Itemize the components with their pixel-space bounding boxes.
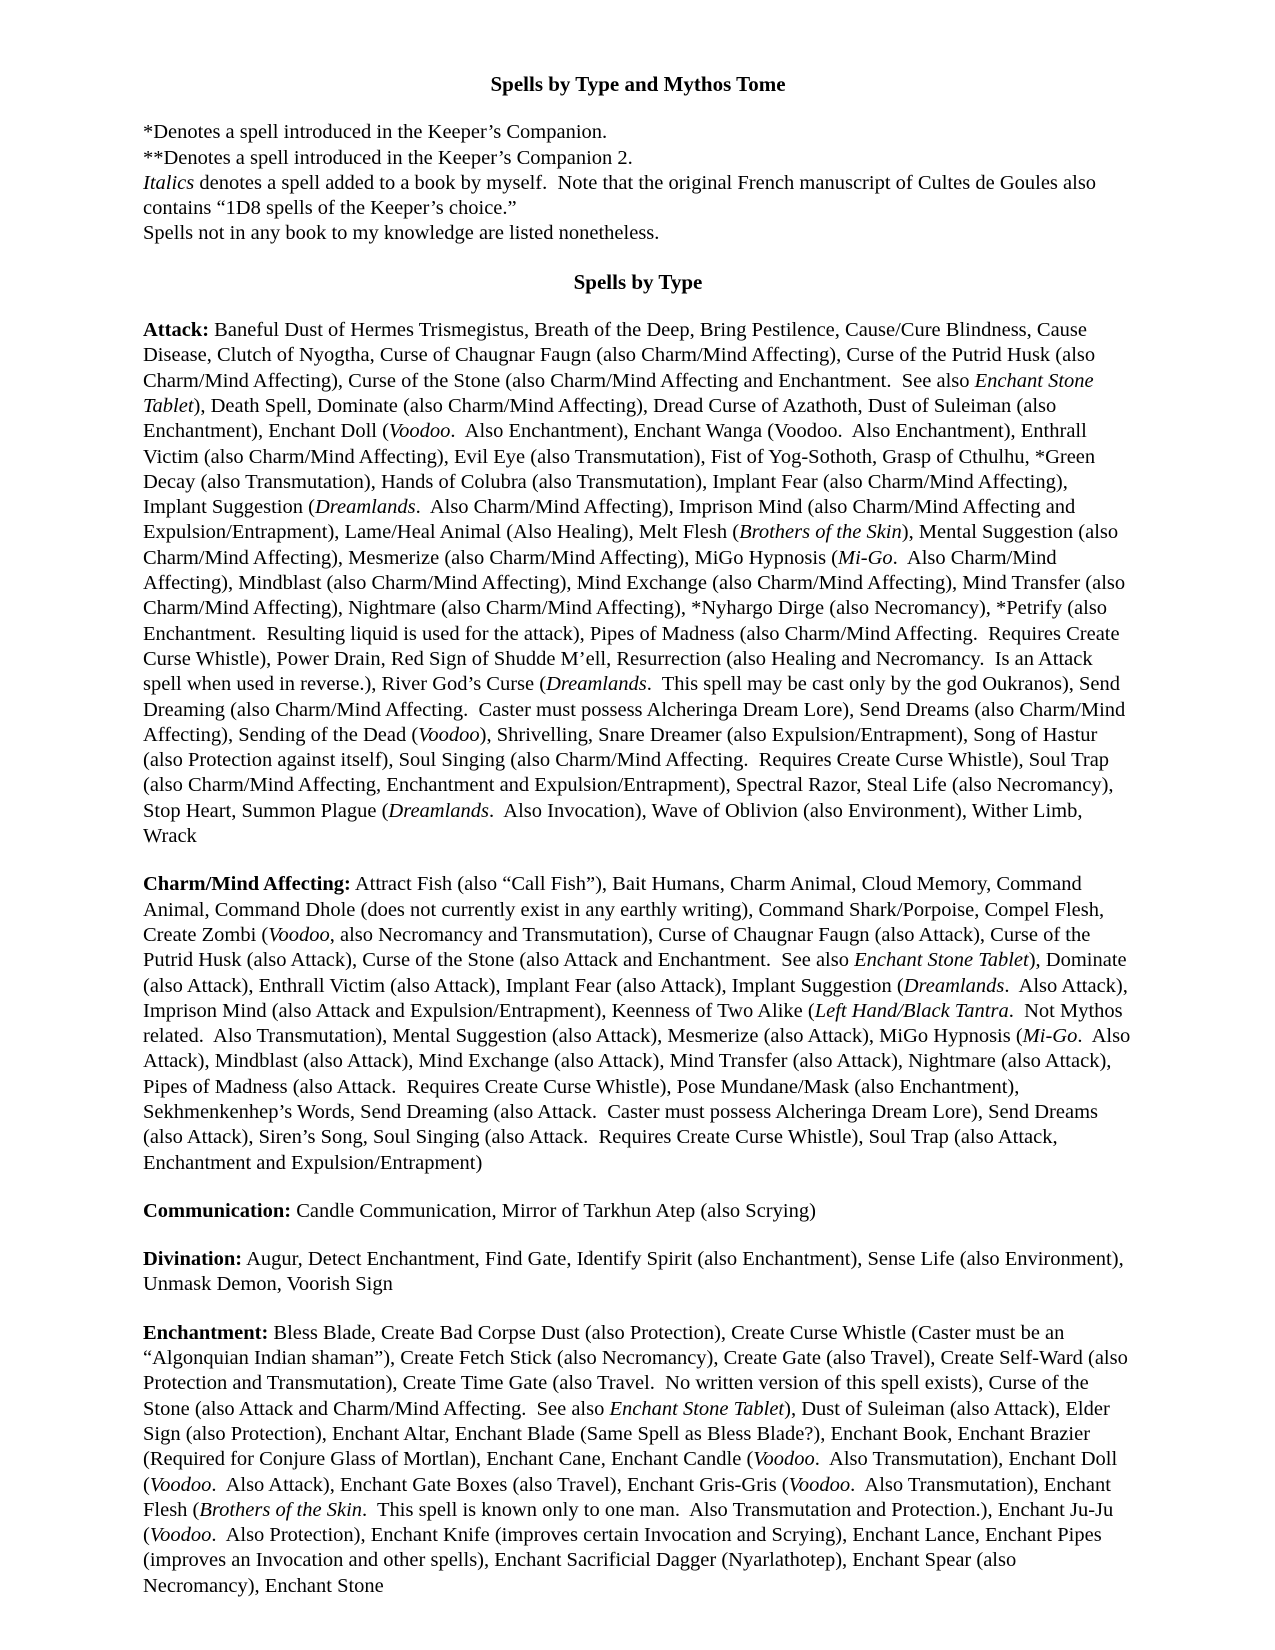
plain-text: . Also Charm/Mind Affecting), Mindblast (also Charm/Mind Affecting), Mind Exchange (also Charm/Mind Affecting), Mind Transfer (also Charm/Mind Affecting), Nightmare (also Charm/Mind Affecting), *Nyhargo Dirge (also Necromancy), *Petrify (also Enchantment. Resulting liquid is used for the attack), Pipes of Madness (also Charm/Mind Affecting. Requires Create Curse Whistle), Power Drain, Red Sign of Shudde M’ell, Resurrection (also Healing and Necromancy. Is an Attack spell when used in reverse.), River God’s Curse (: [143, 546, 1131, 696]
italic-text: Dreamlands: [388, 799, 490, 822]
plain-text: . Also Invocation), Wave of Oblivion (also Environment), Wither Limb, Wrack: [143, 799, 1088, 848]
plain-text: . Also Attack), Mindblast (also Attack), Mind Exchange (also Attack), Mind Transfer (also Attack), Nightmare (also Attack), Pipes of Madness (also Attack. Requires Create Curse Whistle), Pose Mundane/Mask (also Enchantment), Sekhmenkenhep’s Words, Send Dreaming (also Attack. Caster must possess Alcheringa Dream Lore), Send Dreams (also Attack), Siren’s Song, Soul Singing (also Attack. Requires Create Curse Whistle), Soul Trap (also Attack, Enchantment and Expulsion/Entrapment): [143, 1025, 1135, 1174]
section-label-charm-mind-affecting: Charm/Mind Affecting:: [143, 873, 351, 896]
italic-text: Brothers of the Skin: [199, 1498, 363, 1521]
section-heading: Spells by Type: [573, 269, 703, 294]
italic-text: Dreamlands: [314, 496, 416, 519]
section-label-divination: Divination:: [143, 1248, 243, 1271]
plain-text: . Also Attack), Imprison Mind (also Attack and Expulsion/Entrapment), Keenness of Two Alike (: [143, 974, 1133, 1022]
italic-text: Enchant Stone Tablet: [609, 1397, 785, 1420]
plain-text: . Also Transmutation), Enchant Doll (: [143, 1448, 1123, 1496]
plain-text: . Also Attack), Enchant Gate Boxes (also Travel), Enchant Gris-Gris (: [211, 1473, 789, 1496]
plain-text: . Also Enchantment), Enchant Wanga (Voodoo. Also Enchantment), Enthrall Victim (also Charm/Mind Affecting), Evil Eye (also Transmutation), Fist of Yog-Sothoth, Grasp of Cthulhu, *Green Decay (also Transmutation), Hands of Colubra (also Transmutation), Implant Fear (also Charm/Mind Affecting), Implant Suggestion (: [143, 420, 1101, 519]
italic-text: Voodoo: [149, 1524, 212, 1547]
section-paragraph-charm-mind-affecting: [143, 872, 1133, 1176]
plain-text: . This spell is known only to one man. Also Transmutation and Protection.), Enchant Ju-Ju (: [143, 1498, 1119, 1547]
notes-block: [143, 120, 1133, 246]
italic-text: Dreamlands: [546, 673, 647, 696]
section-label-communication: Communication:: [143, 1199, 292, 1222]
section-label-attack: Attack:: [143, 319, 210, 342]
italic-text: Left Hand/Black Tantra: [814, 999, 1009, 1022]
plain-text: *Denotes a spell introduced in the Keeper’s Companion.: [143, 121, 608, 144]
italic-text: Brothers of the Skin: [739, 521, 902, 544]
italic-text: Mi-Go: [1022, 1025, 1078, 1048]
section-label-enchantment: Enchantment:: [143, 1321, 269, 1344]
plain-text: ), Dust of Suleiman (also Attack), Elder Sign (also Protection), Enchant Altar, Enchant Blade (Same Spell as Bless Blade?), Enchant Book, Enchant Brazier (Required for Conjure Glass of Mortlan), Enchant Cane, Enchant Candle (: [143, 1397, 1115, 1471]
italic-text: Mi-Go: [838, 546, 893, 569]
section-paragraph-divination: [143, 1247, 1133, 1298]
italic-text: Voodoo: [149, 1473, 212, 1496]
italic-text: Enchant Stone Tablet: [854, 949, 1029, 972]
italic-text: Voodoo: [788, 1473, 851, 1496]
plain-text: . Also Protection), Enchant Knife (improves certain Invocation and Scrying), Enchant Lance, Enchant Pipes (improves an Invocation and other spells), Enchant Sacrificial Dagger (Nyarlathotep), Enchant Spear (also Necromancy), Enchant Stone: [143, 1524, 1107, 1597]
plain-text: Attract Fish (also “Call Fish”), Bait Humans, Charm Animal, Cloud Memory, Command Animal, Command Dhole (does not currently exist in any earthly writing), Command Shark/Porpoise, Compel Flesh, Create Zombi (: [143, 873, 1110, 946]
section-paragraph-attack: [143, 318, 1133, 849]
document-title: Spells by Type and Mythos Tome: [490, 72, 786, 96]
plain-text: **Denotes a spell introduced in the Keeper’s Companion 2.: [143, 146, 633, 169]
italic-text: Dreamlands: [903, 974, 1005, 997]
italic-text: Voodoo: [418, 723, 480, 746]
plain-text: Candle Communication, Mirror of Tarkhun Atep (also Scrying): [291, 1199, 816, 1222]
plain-text: . This spell may be cast only by the god Oukranos), Send Dreaming (also Charm/Mind Affecting. Caster must possess Alcheringa Dream Lore), Send Dreams (also Charm/Mind Affecting), Sending of the Dead (: [143, 673, 1130, 746]
plain-text: Bless Blade, Create Bad Corpse Dust (also Protection), Create Curse Whistle (Caster must be an “Algonquian Indian shaman”), Create Fetch Stick (also Necromancy), Create Gate (also Travel), Create Self-Ward (also Protection and Transmutation), Create Time Gate (also Travel. No written version of this spell exists), Curse of the Stone (also Attack and Charm/Mind Affecting. See also: [143, 1321, 1133, 1420]
plain-text: denotes a spell added to a book by myself. Note that the original French manuscript of Cultes de Goules also contains “1D8 spells of the Keeper’s choice.”: [143, 171, 1102, 220]
italic-text: Voodoo: [388, 420, 451, 443]
sections-block: [143, 318, 1133, 1599]
plain-text: ), Mental Suggestion (also Charm/Mind Affecting), Mesmerize (also Charm/Mind Affecting), MiGo Hypnosis (: [143, 521, 1124, 569]
plain-text: Spells not in any book to my knowledge are listed nonetheless.: [143, 222, 660, 245]
plain-text: . Also Charm/Mind Affecting), Imprison Mind (also Charm/Mind Affecting and Expulsion/Entrapment), Lame/Heal Animal (Also Healing), Melt Flesh (: [143, 496, 1081, 544]
note-line: [143, 120, 1133, 145]
plain-text: ), Dominate (also Attack), Enthrall Victim (also Attack), Implant Fear (also Attack), Implant Suggestion (: [143, 949, 1132, 997]
section-paragraph-communication: [143, 1199, 1133, 1224]
plain-text: ), Death Spell, Dominate (also Charm/Mind Affecting), Dread Curse of Azathoth, Dust of Suleiman (also Enchantment), Enchant Doll (: [143, 394, 1062, 443]
section-paragraph-enchantment: [143, 1321, 1133, 1599]
italic-text: Voodoo: [268, 923, 330, 946]
italic-text: Italics: [143, 171, 195, 194]
plain-text: Baneful Dust of Hermes Trismegistus, Breath of the Deep, Bring Pestilence, Cause/Cure Blindness, Cause Disease, Clutch of Nyogtha, Curse of Chaugnar Faugn (also Charm/Mind Affecting), Curse of the Putrid Husk (also Charm/Mind Affecting), Curse of the Stone (also Charm/Mind Affecting and Enchantment. See also: [143, 319, 1101, 392]
italic-text: Enchant Stone Tablet: [143, 369, 1099, 417]
note-line: [143, 146, 1133, 171]
plain-text: Augur, Detect Enchantment, Find Gate, Identify Spirit (also Enchantment), Sense Life (also Environment), Unmask Demon, Voorish Sign: [143, 1248, 1129, 1296]
plain-text: , also Necromancy and Transmutation), Curse of Chaugnar Faugn (also Attack), Curse of the Putrid Husk (also Attack), Curse of the Stone (also Attack and Enchantment. See also: [143, 923, 1096, 972]
plain-text: ), Shrivelling, Snare Dreamer (also Expulsion/Entrapment), Song of Hastur (also Protection against itself), Soul Singing (also Charm/Mind Affecting. Requires Create Curse Whistle), Soul Trap (also Charm/Mind Affecting, Enchantment and Expulsion/Entrapment), Spectral Razor, Steal Life (also Necromancy), Stop Heart, Summon Plague (: [143, 723, 1119, 822]
plain-text: . Also Transmutation), Enchant Flesh (: [143, 1473, 1117, 1521]
italic-text: Voodoo: [753, 1448, 815, 1471]
plain-text: . Not Mythos related. Also Transmutation), Mental Suggestion (also Attack), Mesmerize (also Attack), MiGo Hypnosis (: [143, 999, 1128, 1048]
note-line: [143, 171, 1133, 222]
note-line: [143, 221, 1133, 246]
